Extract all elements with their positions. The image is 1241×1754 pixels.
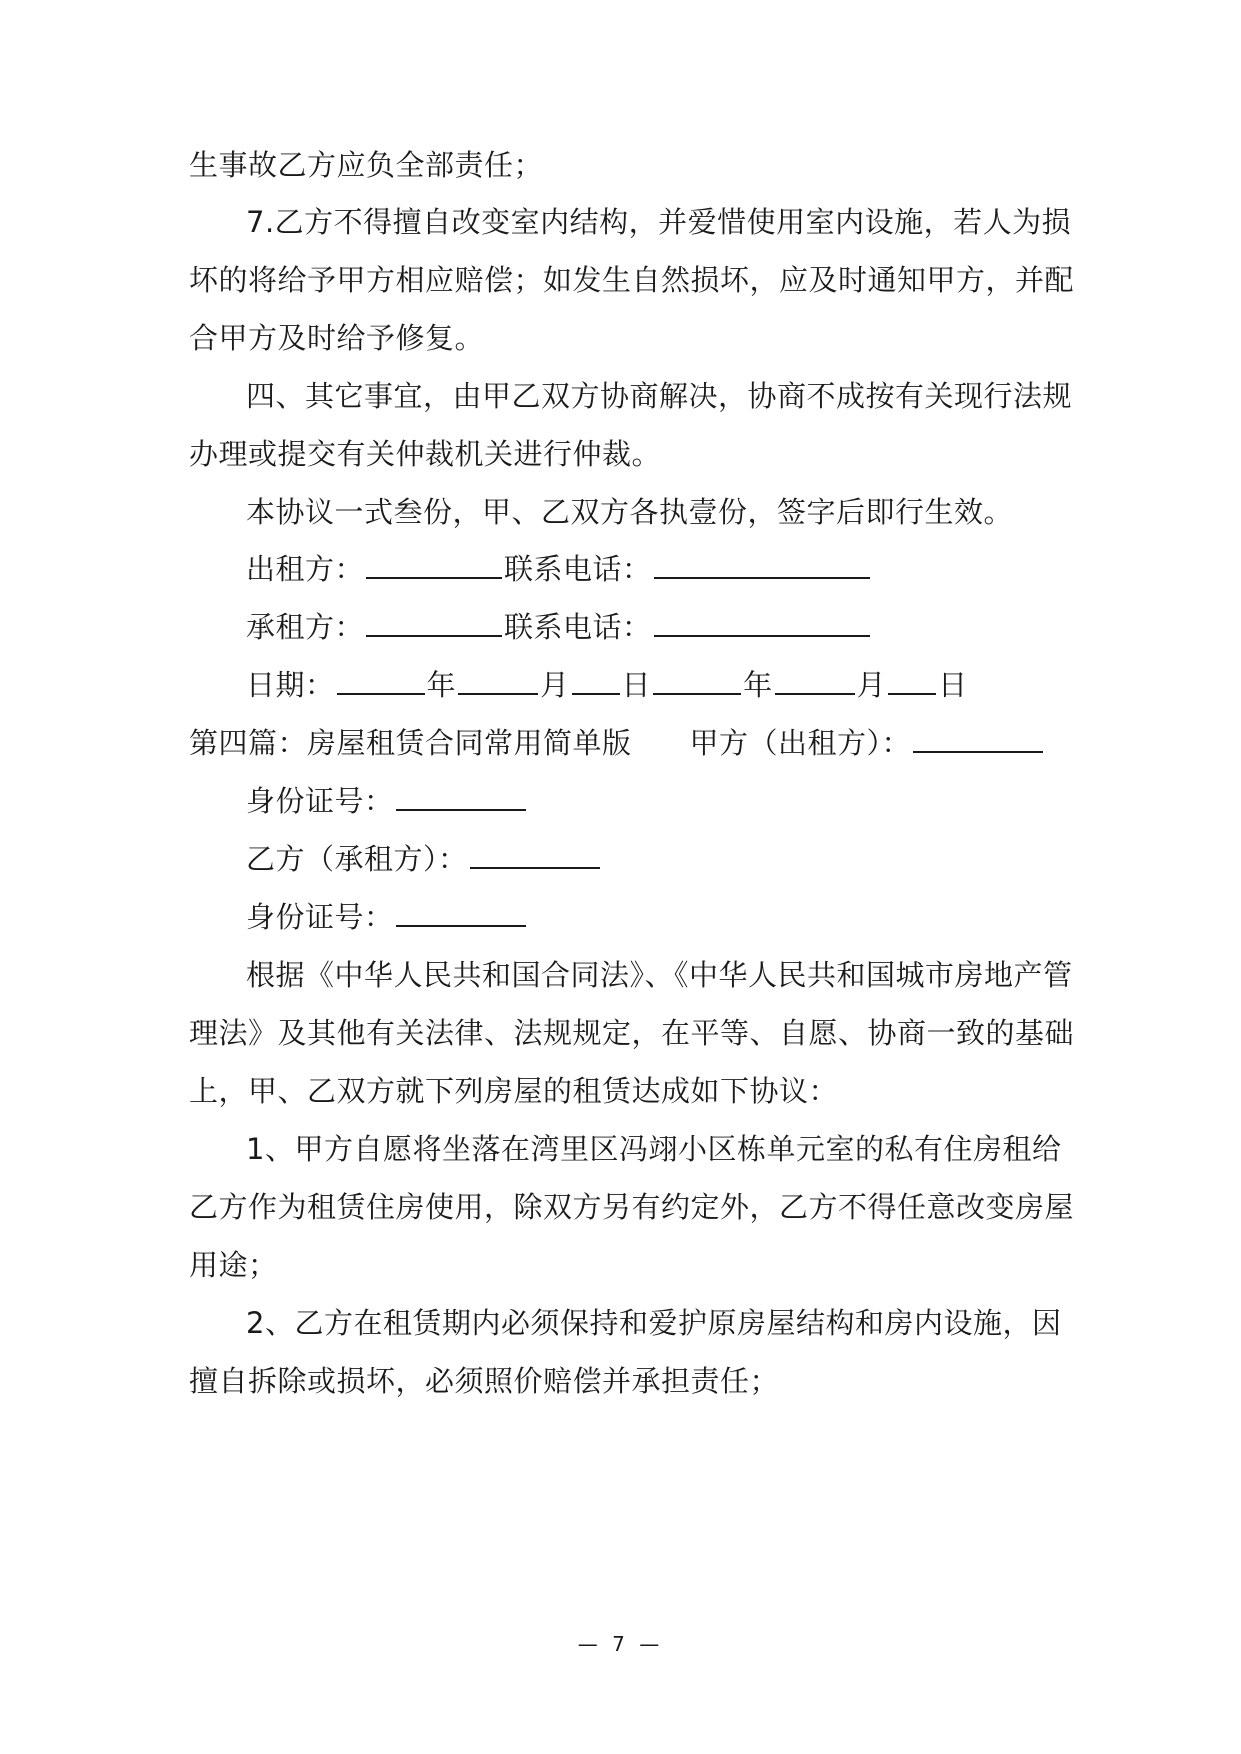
lessee-signature-line [246,607,872,647]
date-label: 日期： [246,668,335,702]
text-line: 合甲方及时给予修复。 [189,321,485,355]
lessor-name-blank[interactable] [366,549,502,579]
text-line: 根据《中华人民共和国合同法》、《中华人民共和国城市房地产管 [246,958,1073,992]
id-label: 身份证号： [246,900,394,934]
end-year-blank[interactable] [653,665,741,695]
text-line: 7.乙方不得擅自改变室内结构，并爱惜使用室内设施，若人为损 [246,205,1072,239]
year-label: 年 [426,668,457,702]
party-a-label: 甲方（出租方）： [689,726,912,760]
phone-label: 联系电话： [504,610,652,644]
month-label: 月 [540,668,570,702]
text-line: 本协议一式叁份，甲、乙双方各执壹份，签字后即行生效。 [246,495,1014,529]
party-b-blank[interactable] [470,839,600,869]
section-title: 第四篇：房屋租赁合同常用简单版 [189,726,632,760]
id-label: 身份证号： [246,784,394,818]
end-month-blank[interactable] [775,665,855,695]
party-a-id-blank[interactable] [396,781,526,811]
day-label: 日 [938,668,968,702]
party-b-id-blank[interactable] [396,897,526,927]
text-line: 上，甲、乙双方就下列房屋的租赁达成如下协议： [189,1074,839,1108]
lessor-label: 出租方： [246,552,365,586]
text-line: 生事故乙方应负全部责任； [189,148,544,182]
lessee-name-blank[interactable] [366,607,502,637]
start-year-blank[interactable] [337,665,425,695]
phone-label: 联系电话： [504,552,652,586]
party-b-id-line [246,897,528,937]
text-line: 擅自拆除或损坏，必须照价赔偿并承担责任； [189,1364,780,1398]
section-heading-line [189,723,1045,763]
text-line: 理法》及其他有关法律、法规规定，在平等、自愿、协商一致的基础 [189,1016,1075,1050]
text-line: 2、乙方在租赁期内必须保持和爱护原房屋结构和房内设施，因 [246,1306,1062,1340]
start-month-blank[interactable] [458,665,538,695]
lessor-phone-blank[interactable] [654,549,870,579]
month-label: 月 [856,668,887,702]
lessee-phone-blank[interactable] [654,607,870,637]
text-line: 1、甲方自愿将坐落在湾里区冯翊小区栋单元室的私有住房租给 [246,1132,1062,1166]
party-a-id-line [246,781,528,821]
text-line: 四、其它事宜，由甲乙双方协商解决，协商不成按有关现行法规 [246,379,1073,413]
lessee-label: 承租方： [246,610,365,644]
day-label: 日 [621,668,652,702]
start-day-blank[interactable] [572,665,620,695]
end-day-blank[interactable] [888,665,936,695]
party-b-label: 乙方（承租方）： [246,842,468,876]
party-b-line [246,839,602,879]
page-number: — 7 — [577,1632,664,1656]
party-a-blank[interactable] [913,723,1043,753]
text-line: 乙方作为租赁住房使用，除双方另有约定外，乙方不得任意改变房屋 [189,1190,1075,1224]
text-line: 办理或提交有关仲裁机关进行仲裁。 [189,437,662,471]
lessor-signature-line [246,549,872,589]
text-line: 坏的将给予甲方相应赔偿；如发生自然损坏，应及时通知甲方，并配 [189,263,1075,297]
date-line [246,665,968,705]
text-line: 用途； [189,1248,278,1282]
year-label: 年 [743,668,773,702]
